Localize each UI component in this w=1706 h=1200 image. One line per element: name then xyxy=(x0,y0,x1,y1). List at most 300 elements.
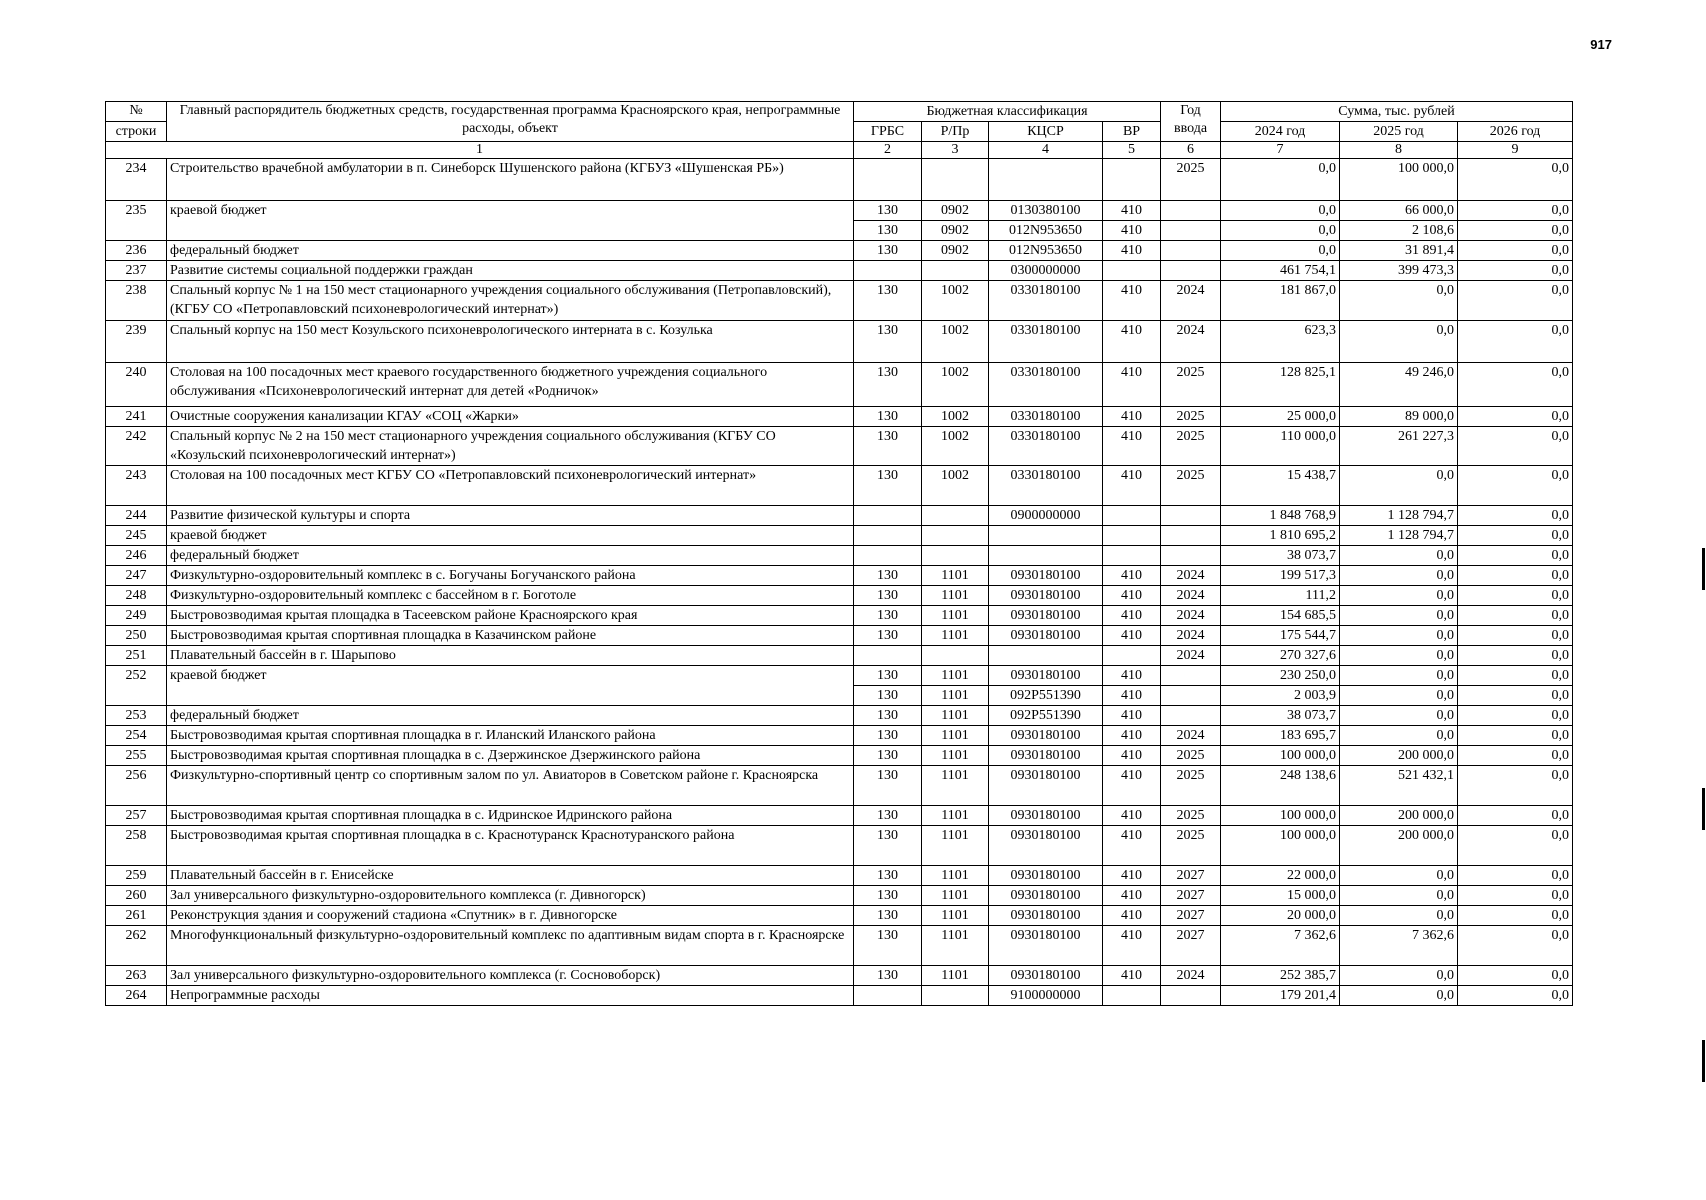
year-cell: 2024 xyxy=(1161,726,1221,746)
table-row xyxy=(106,706,1573,726)
year-cell xyxy=(1161,261,1221,281)
sum-2024-cell: 15 000,0 xyxy=(1221,886,1340,906)
rzpr-cell: 1101 xyxy=(922,746,989,766)
sum-2024-cell: 20 000,0 xyxy=(1221,906,1340,926)
description-cell: федеральный бюджет xyxy=(167,241,854,261)
kcsr-cell: 0930180100 xyxy=(989,806,1103,826)
sum-2024-cell: 183 695,7 xyxy=(1221,726,1340,746)
rzpr-cell: 1101 xyxy=(922,886,989,906)
description-cell: Реконструкция здания и сооружений стадиона «Спутник» в г. Дивногорске xyxy=(167,906,854,926)
rzpr-cell xyxy=(922,546,989,566)
row-number-cell: 243 xyxy=(106,466,167,506)
row-number-cell: 255 xyxy=(106,746,167,766)
grbs-cell xyxy=(854,986,922,1006)
vr-cell: 410 xyxy=(1103,363,1161,407)
grbs-cell: 130 xyxy=(854,427,922,466)
sum-2025-cell: 2 108,6 xyxy=(1340,221,1458,241)
sum-2024-cell: 461 754,1 xyxy=(1221,261,1340,281)
sum-2026-cell: 0,0 xyxy=(1458,566,1573,586)
row-number-cell: 235 xyxy=(106,201,167,241)
sum-2025-cell: 0,0 xyxy=(1340,606,1458,626)
sum-2026-cell: 0,0 xyxy=(1458,241,1573,261)
rzpr-cell: 1101 xyxy=(922,826,989,866)
sum-2025-cell: 0,0 xyxy=(1340,706,1458,726)
sum-2025-cell: 0,0 xyxy=(1340,646,1458,666)
year-cell: 2025 xyxy=(1161,826,1221,866)
description-cell: Зал универсального физкультурно-оздоровительного комплекса (г. Дивногорск) xyxy=(167,886,854,906)
row-number-cell: 234 xyxy=(106,159,167,201)
header-vr: ВР xyxy=(1103,122,1161,142)
description-cell: Быстровозводимая крытая спортивная площадка в с. Краснотуранск Краснотуранского района xyxy=(167,826,854,866)
sum-2026-cell: 0,0 xyxy=(1458,926,1573,966)
header-grbs: ГРБС xyxy=(854,122,922,142)
row-number-cell: 258 xyxy=(106,826,167,866)
kcsr-cell xyxy=(989,159,1103,201)
year-cell: 2025 xyxy=(1161,466,1221,506)
vr-cell: 410 xyxy=(1103,766,1161,806)
sum-2026-cell: 0,0 xyxy=(1458,746,1573,766)
rzpr-cell: 1002 xyxy=(922,363,989,407)
description-cell: Плавательный бассейн в г. Енисейске xyxy=(167,866,854,886)
kcsr-cell: 0330180100 xyxy=(989,281,1103,321)
description-cell: Многофункциональный физкультурно-оздоровительный комплекс по адаптивным видам спорта в г. Красноярске xyxy=(167,926,854,966)
rzpr-cell: 1101 xyxy=(922,666,989,686)
sum-2024-cell: 7 362,6 xyxy=(1221,926,1340,966)
vr-cell: 410 xyxy=(1103,281,1161,321)
sum-2024-cell: 179 201,4 xyxy=(1221,986,1340,1006)
grbs-cell: 130 xyxy=(854,321,922,363)
sum-2026-cell: 0,0 xyxy=(1458,626,1573,646)
sum-2024-cell: 100 000,0 xyxy=(1221,806,1340,826)
kcsr-cell: 0930180100 xyxy=(989,726,1103,746)
budget-table xyxy=(105,101,1573,1006)
description-cell: Быстровозводимая крытая спортивная площадка в г. Иланский Иланского района xyxy=(167,726,854,746)
table-row xyxy=(106,526,1573,546)
rzpr-cell: 1101 xyxy=(922,626,989,646)
vr-cell xyxy=(1103,986,1161,1006)
kcsr-cell: 0930180100 xyxy=(989,666,1103,686)
table-row xyxy=(106,201,1573,221)
year-cell xyxy=(1161,546,1221,566)
table-row xyxy=(106,506,1573,526)
kcsr-cell: 0930180100 xyxy=(989,866,1103,886)
grbs-cell: 130 xyxy=(854,566,922,586)
description-cell: Быстровозводимая крытая спортивная площадка в с. Идринское Идринского района xyxy=(167,806,854,826)
table-row xyxy=(106,281,1573,321)
description-cell: Спальный корпус № 1 на 150 мест стационарного учреждения социального обслуживания (Петропавловский), (КГБУ СО «Петропавловский психоневрологический интернат») xyxy=(167,281,854,321)
sum-2024-cell: 181 867,0 xyxy=(1221,281,1340,321)
description-cell: Физкультурно-оздоровительный комплекс в с. Богучаны Богучанского района xyxy=(167,566,854,586)
rzpr-cell: 0902 xyxy=(922,241,989,261)
sum-2024-cell: 100 000,0 xyxy=(1221,826,1340,866)
sum-2026-cell: 0,0 xyxy=(1458,706,1573,726)
row-number-cell: 250 xyxy=(106,626,167,646)
vr-cell: 410 xyxy=(1103,806,1161,826)
year-cell: 2025 xyxy=(1161,407,1221,427)
kcsr-cell: 0930180100 xyxy=(989,926,1103,966)
column-number: 8 xyxy=(1340,142,1458,159)
sum-2025-cell: 261 227,3 xyxy=(1340,427,1458,466)
year-cell xyxy=(1161,201,1221,221)
vr-cell: 410 xyxy=(1103,726,1161,746)
table-row xyxy=(106,261,1573,281)
row-number-cell: 260 xyxy=(106,886,167,906)
year-cell xyxy=(1161,506,1221,526)
sum-2026-cell: 0,0 xyxy=(1458,726,1573,746)
sum-2025-cell: 0,0 xyxy=(1340,666,1458,686)
sum-2025-cell: 49 246,0 xyxy=(1340,363,1458,407)
grbs-cell xyxy=(854,159,922,201)
sum-2026-cell: 0,0 xyxy=(1458,281,1573,321)
kcsr-cell: 0330180100 xyxy=(989,321,1103,363)
row-number-cell: 252 xyxy=(106,666,167,706)
edge-mark xyxy=(1702,788,1705,830)
rzpr-cell xyxy=(922,646,989,666)
vr-cell: 410 xyxy=(1103,586,1161,606)
year-cell: 2025 xyxy=(1161,159,1221,201)
description-cell: Развитие системы социальной поддержки граждан xyxy=(167,261,854,281)
description-cell: краевой бюджет xyxy=(167,666,854,706)
description-cell: федеральный бюджет xyxy=(167,546,854,566)
sum-2025-cell: 200 000,0 xyxy=(1340,746,1458,766)
sum-2026-cell: 0,0 xyxy=(1458,986,1573,1006)
rzpr-cell: 0902 xyxy=(922,201,989,221)
description-cell: Физкультурно-оздоровительный комплекс с бассейном в г. Боготоле xyxy=(167,586,854,606)
sum-2024-cell: 1 848 768,9 xyxy=(1221,506,1340,526)
grbs-cell: 130 xyxy=(854,746,922,766)
vr-cell: 410 xyxy=(1103,706,1161,726)
sum-2026-cell: 0,0 xyxy=(1458,886,1573,906)
sum-2025-cell: 0,0 xyxy=(1340,281,1458,321)
sum-2025-cell: 89 000,0 xyxy=(1340,407,1458,427)
grbs-cell: 130 xyxy=(854,706,922,726)
grbs-cell: 130 xyxy=(854,826,922,866)
sum-2026-cell: 0,0 xyxy=(1458,363,1573,407)
row-number-cell: 262 xyxy=(106,926,167,966)
grbs-cell: 130 xyxy=(854,886,922,906)
row-number-cell: 247 xyxy=(106,566,167,586)
sum-2025-cell: 1 128 794,7 xyxy=(1340,506,1458,526)
sum-2026-cell: 0,0 xyxy=(1458,506,1573,526)
sum-2024-cell: 111,2 xyxy=(1221,586,1340,606)
sum-2024-cell: 38 073,7 xyxy=(1221,546,1340,566)
sum-2024-cell: 15 438,7 xyxy=(1221,466,1340,506)
rzpr-cell: 1101 xyxy=(922,566,989,586)
year-cell: 2024 xyxy=(1161,626,1221,646)
sum-2026-cell: 0,0 xyxy=(1458,407,1573,427)
sum-2026-cell: 0,0 xyxy=(1458,586,1573,606)
sum-2024-cell: 270 327,6 xyxy=(1221,646,1340,666)
grbs-cell: 130 xyxy=(854,926,922,966)
rzpr-cell xyxy=(922,159,989,201)
header-kcsr: КЦСР xyxy=(989,122,1103,142)
grbs-cell: 130 xyxy=(854,221,922,241)
kcsr-cell: 0930180100 xyxy=(989,906,1103,926)
vr-cell: 410 xyxy=(1103,221,1161,241)
sum-2026-cell: 0,0 xyxy=(1458,606,1573,626)
row-number-cell: 263 xyxy=(106,966,167,986)
sum-2026-cell: 0,0 xyxy=(1458,906,1573,926)
year-cell: 2024 xyxy=(1161,606,1221,626)
table-row xyxy=(106,241,1573,261)
rzpr-cell: 0902 xyxy=(922,221,989,241)
sum-2025-cell: 0,0 xyxy=(1340,566,1458,586)
kcsr-cell: 0930180100 xyxy=(989,606,1103,626)
kcsr-cell: 0930180100 xyxy=(989,766,1103,806)
grbs-cell xyxy=(854,646,922,666)
sum-2024-cell: 252 385,7 xyxy=(1221,966,1340,986)
kcsr-cell: 092P551390 xyxy=(989,686,1103,706)
sum-2024-cell: 199 517,3 xyxy=(1221,566,1340,586)
row-number-cell: 242 xyxy=(106,427,167,466)
grbs-cell xyxy=(854,526,922,546)
description-cell: федеральный бюджет xyxy=(167,706,854,726)
vr-cell: 410 xyxy=(1103,886,1161,906)
vr-cell: 410 xyxy=(1103,666,1161,686)
year-cell xyxy=(1161,686,1221,706)
vr-cell: 410 xyxy=(1103,746,1161,766)
kcsr-cell: 0300000000 xyxy=(989,261,1103,281)
table-row xyxy=(106,926,1573,966)
year-cell: 2024 xyxy=(1161,966,1221,986)
sum-2026-cell: 0,0 xyxy=(1458,466,1573,506)
edge-mark xyxy=(1702,548,1705,590)
description-cell: Быстровозводимая крытая спортивная площадка в Казачинском районе xyxy=(167,626,854,646)
vr-cell: 410 xyxy=(1103,566,1161,586)
table-row xyxy=(106,626,1573,646)
sum-2026-cell: 0,0 xyxy=(1458,686,1573,706)
rzpr-cell: 1002 xyxy=(922,427,989,466)
grbs-cell: 130 xyxy=(854,686,922,706)
row-number-cell: 249 xyxy=(106,606,167,626)
sum-2026-cell: 0,0 xyxy=(1458,806,1573,826)
column-number: 4 xyxy=(989,142,1103,159)
rzpr-cell: 1002 xyxy=(922,321,989,363)
year-cell: 2024 xyxy=(1161,586,1221,606)
kcsr-cell: 092P551390 xyxy=(989,706,1103,726)
sum-2026-cell: 0,0 xyxy=(1458,866,1573,886)
row-number-cell: 237 xyxy=(106,261,167,281)
kcsr-cell: 0130380100 xyxy=(989,201,1103,221)
sum-2024-cell: 22 000,0 xyxy=(1221,866,1340,886)
kcsr-cell: 012N953650 xyxy=(989,221,1103,241)
table-row xyxy=(106,566,1573,586)
year-cell xyxy=(1161,706,1221,726)
year-cell xyxy=(1161,221,1221,241)
year-cell: 2027 xyxy=(1161,886,1221,906)
kcsr-cell: 0930180100 xyxy=(989,826,1103,866)
header-year-in: Год ввода xyxy=(1161,102,1221,142)
description-cell: краевой бюджет xyxy=(167,526,854,546)
sum-2025-cell: 0,0 xyxy=(1340,466,1458,506)
table-row xyxy=(106,646,1573,666)
description-cell: Строительство врачебной амбулатории в п. Синеборск Шушенского района (КГБУЗ «Шушенская РБ») xyxy=(167,159,854,201)
year-cell: 2024 xyxy=(1161,646,1221,666)
vr-cell: 410 xyxy=(1103,606,1161,626)
year-cell: 2025 xyxy=(1161,363,1221,407)
sum-2024-cell: 2 003,9 xyxy=(1221,686,1340,706)
rzpr-cell: 1002 xyxy=(922,466,989,506)
description-cell: Очистные сооружения канализации КГАУ «СОЦ «Жарки» xyxy=(167,407,854,427)
column-number: 5 xyxy=(1103,142,1161,159)
sum-2026-cell: 0,0 xyxy=(1458,546,1573,566)
sum-2026-cell: 0,0 xyxy=(1458,261,1573,281)
table-row xyxy=(106,906,1573,926)
rzpr-cell xyxy=(922,261,989,281)
grbs-cell: 130 xyxy=(854,866,922,886)
year-cell: 2025 xyxy=(1161,427,1221,466)
sum-2025-cell: 399 473,3 xyxy=(1340,261,1458,281)
rzpr-cell: 1101 xyxy=(922,966,989,986)
row-number-cell: 241 xyxy=(106,407,167,427)
description-cell: краевой бюджет xyxy=(167,201,854,241)
kcsr-cell: 012N953650 xyxy=(989,241,1103,261)
grbs-cell: 130 xyxy=(854,666,922,686)
kcsr-cell: 0930180100 xyxy=(989,966,1103,986)
kcsr-cell: 0330180100 xyxy=(989,363,1103,407)
rzpr-cell xyxy=(922,986,989,1006)
year-cell xyxy=(1161,986,1221,1006)
kcsr-cell: 0930180100 xyxy=(989,586,1103,606)
description-cell: Плавательный бассейн в г. Шарыпово xyxy=(167,646,854,666)
sum-2024-cell: 623,3 xyxy=(1221,321,1340,363)
column-number: 7 xyxy=(1221,142,1340,159)
sum-2025-cell: 0,0 xyxy=(1340,866,1458,886)
description-cell: Спальный корпус на 150 мест Козульского психоневрологического интерната в с. Козулька xyxy=(167,321,854,363)
sum-2025-cell: 7 362,6 xyxy=(1340,926,1458,966)
vr-cell xyxy=(1103,159,1161,201)
table-row xyxy=(106,886,1573,906)
vr-cell: 410 xyxy=(1103,427,1161,466)
grbs-cell: 130 xyxy=(854,407,922,427)
table-row xyxy=(106,866,1573,886)
year-cell: 2024 xyxy=(1161,321,1221,363)
sum-2025-cell: 1 128 794,7 xyxy=(1340,526,1458,546)
description-cell: Зал универсального физкультурно-оздоровительного комплекса (г. Сосновоборск) xyxy=(167,966,854,986)
year-cell: 2025 xyxy=(1161,746,1221,766)
header-row-no-2: строки xyxy=(106,122,167,142)
sum-2024-cell: 110 000,0 xyxy=(1221,427,1340,466)
year-cell: 2027 xyxy=(1161,906,1221,926)
sum-2024-cell: 0,0 xyxy=(1221,221,1340,241)
page-number: 917 xyxy=(1590,37,1612,52)
grbs-cell: 130 xyxy=(854,241,922,261)
grbs-cell: 130 xyxy=(854,466,922,506)
sum-2025-cell: 0,0 xyxy=(1340,986,1458,1006)
sum-2025-cell: 0,0 xyxy=(1340,626,1458,646)
rzpr-cell: 1002 xyxy=(922,407,989,427)
header-budget-classification: Бюджетная классификация xyxy=(854,102,1161,122)
grbs-cell xyxy=(854,506,922,526)
sum-2025-cell: 0,0 xyxy=(1340,966,1458,986)
table-row xyxy=(106,986,1573,1006)
rzpr-cell: 1101 xyxy=(922,766,989,806)
grbs-cell xyxy=(854,261,922,281)
table-row xyxy=(106,966,1573,986)
table-row xyxy=(106,666,1573,686)
kcsr-cell xyxy=(989,526,1103,546)
row-number-cell: 236 xyxy=(106,241,167,261)
edge-mark xyxy=(1702,1040,1705,1082)
vr-cell: 410 xyxy=(1103,626,1161,646)
sum-2025-cell: 0,0 xyxy=(1340,586,1458,606)
sum-2024-cell: 25 000,0 xyxy=(1221,407,1340,427)
header-description: Главный распорядитель бюджетных средств, государственная программа Красноярского края, непрограммные расходы, объект xyxy=(167,102,854,142)
table-row xyxy=(106,363,1573,407)
column-number: 9 xyxy=(1458,142,1573,159)
table-row xyxy=(106,427,1573,466)
sum-2026-cell: 0,0 xyxy=(1458,201,1573,221)
kcsr-cell xyxy=(989,546,1103,566)
rzpr-cell xyxy=(922,526,989,546)
rzpr-cell: 1101 xyxy=(922,926,989,966)
table-row xyxy=(106,466,1573,506)
sum-2026-cell: 0,0 xyxy=(1458,646,1573,666)
table-row xyxy=(106,726,1573,746)
sum-2024-cell: 0,0 xyxy=(1221,241,1340,261)
table-row xyxy=(106,407,1573,427)
table-row xyxy=(106,546,1573,566)
kcsr-cell: 0330180100 xyxy=(989,466,1103,506)
vr-cell: 410 xyxy=(1103,321,1161,363)
year-cell xyxy=(1161,241,1221,261)
kcsr-cell xyxy=(989,646,1103,666)
row-number-cell: 240 xyxy=(106,363,167,407)
header-rzpr: Р/Пр xyxy=(922,122,989,142)
kcsr-cell: 0930180100 xyxy=(989,626,1103,646)
grbs-cell: 130 xyxy=(854,966,922,986)
rzpr-cell: 1101 xyxy=(922,706,989,726)
row-number-cell: 238 xyxy=(106,281,167,321)
rzpr-cell: 1101 xyxy=(922,606,989,626)
kcsr-cell: 9100000000 xyxy=(989,986,1103,1006)
grbs-cell xyxy=(854,546,922,566)
description-cell: Непрограммные расходы xyxy=(167,986,854,1006)
sum-2024-cell: 0,0 xyxy=(1221,201,1340,221)
sum-2025-cell: 0,0 xyxy=(1340,726,1458,746)
grbs-cell: 130 xyxy=(854,281,922,321)
sum-2025-cell: 0,0 xyxy=(1340,321,1458,363)
year-cell xyxy=(1161,666,1221,686)
column-number: 1 xyxy=(106,142,854,159)
column-number: 6 xyxy=(1161,142,1221,159)
kcsr-cell: 0930180100 xyxy=(989,746,1103,766)
sum-2026-cell: 0,0 xyxy=(1458,826,1573,866)
description-cell: Развитие физической культуры и спорта xyxy=(167,506,854,526)
vr-cell xyxy=(1103,506,1161,526)
kcsr-cell: 0330180100 xyxy=(989,427,1103,466)
rzpr-cell: 1101 xyxy=(922,586,989,606)
year-cell xyxy=(1161,526,1221,546)
sum-2025-cell: 66 000,0 xyxy=(1340,201,1458,221)
vr-cell xyxy=(1103,646,1161,666)
sum-2026-cell: 0,0 xyxy=(1458,427,1573,466)
grbs-cell: 130 xyxy=(854,606,922,626)
sum-2025-cell: 0,0 xyxy=(1340,906,1458,926)
header-year-2026: 2026 год xyxy=(1458,122,1573,142)
year-cell: 2025 xyxy=(1161,806,1221,826)
sum-2026-cell: 0,0 xyxy=(1458,159,1573,201)
year-cell: 2024 xyxy=(1161,566,1221,586)
description-cell: Спальный корпус № 2 на 150 мест стационарного учреждения социального обслуживания (КГБУ СО «Козульский психоневрологический интернат») xyxy=(167,427,854,466)
table-row xyxy=(106,159,1573,201)
row-number-cell: 251 xyxy=(106,646,167,666)
table-row xyxy=(106,826,1573,866)
sum-2024-cell: 175 544,7 xyxy=(1221,626,1340,646)
sum-2024-cell: 0,0 xyxy=(1221,159,1340,201)
rzpr-cell: 1101 xyxy=(922,906,989,926)
rzpr-cell: 1101 xyxy=(922,806,989,826)
